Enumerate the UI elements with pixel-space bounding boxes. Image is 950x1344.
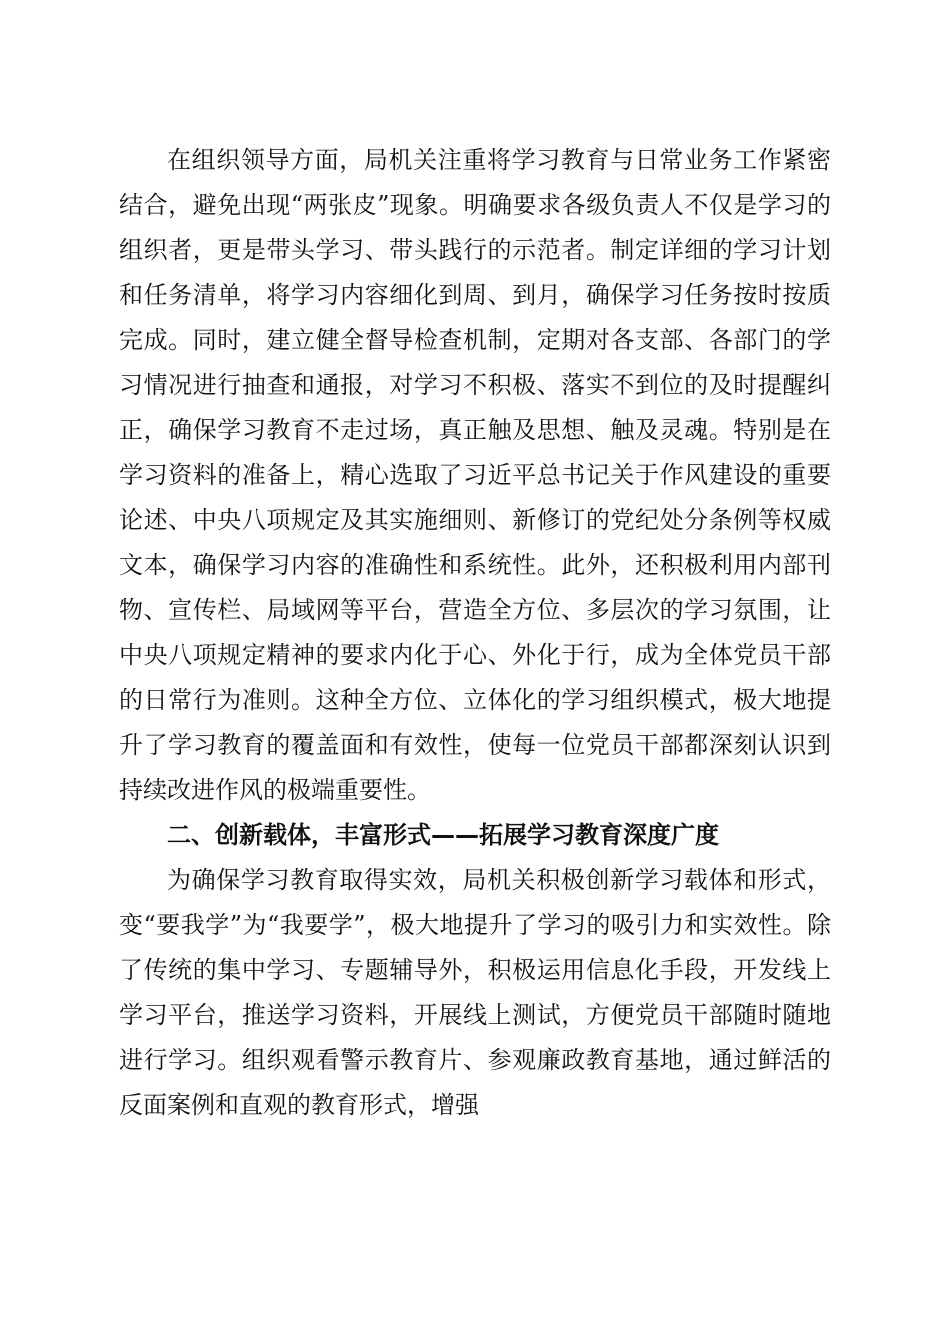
document-body xyxy=(119,138,831,1128)
body-paragraph-innovation: 为确保学习教育取得实效，局机关积极创新学习载体和形式，变“要我学”为“我要学”，极大地提升了学习的吸引力和实效性。除了传统的集中学习、专题辅导外，积极运用信息化手段，开发线上学习平台，推送学习资料，开展线上测试，方便党员干部随时随地进行学习。组织观看警示教育片、参观廉政教育基地，通过鲜活的反面案例和直观的教育形式，增强 xyxy=(119,866,831,1119)
body-paragraph-organization-leadership: 在组织领导方面，局机关注重将学习教育与日常业务工作紧密结合，避免出现“两张皮”现象。明确要求各级负责人不仅是学习的组织者，更是带头学习、带头践行的示范者。制定详细的学习计划和任务清单，将学习内容细化到周、到月，确保学习任务按时按质完成。同时，建立健全督导检查机制，定期对各支部、各部门的学习情况进行抽查和通报，对学习不积极、落实不到位的及时提醒纠正，确保学习教育不走过场，真正触及思想、触及灵魂。特别是在学习资料的准备上，精心选取了习近平总书记关于作风建设的重要论述、中央八项规定及其实施细则、新修订的党纪处分条例等权威文本，确保学习内容的准确性和系统性。此外，还积极利用内部刊物、宣传栏、局域网等平台，营造全方位、多层次的学习氛围，让中央八项规定精神的要求内化于心、外化于行，成为全体党员干部的日常行为准则。这种全方位、立体化的学习组织模式，极大地提升了学习教育的覆盖面和有效性，使每一位党员干部都深刻认识到持续改进作风的极端重要性。 xyxy=(119,146,831,804)
section-heading-innovation: 二、创新载体，丰富形式——拓展学习教育深度广度 xyxy=(167,821,719,849)
